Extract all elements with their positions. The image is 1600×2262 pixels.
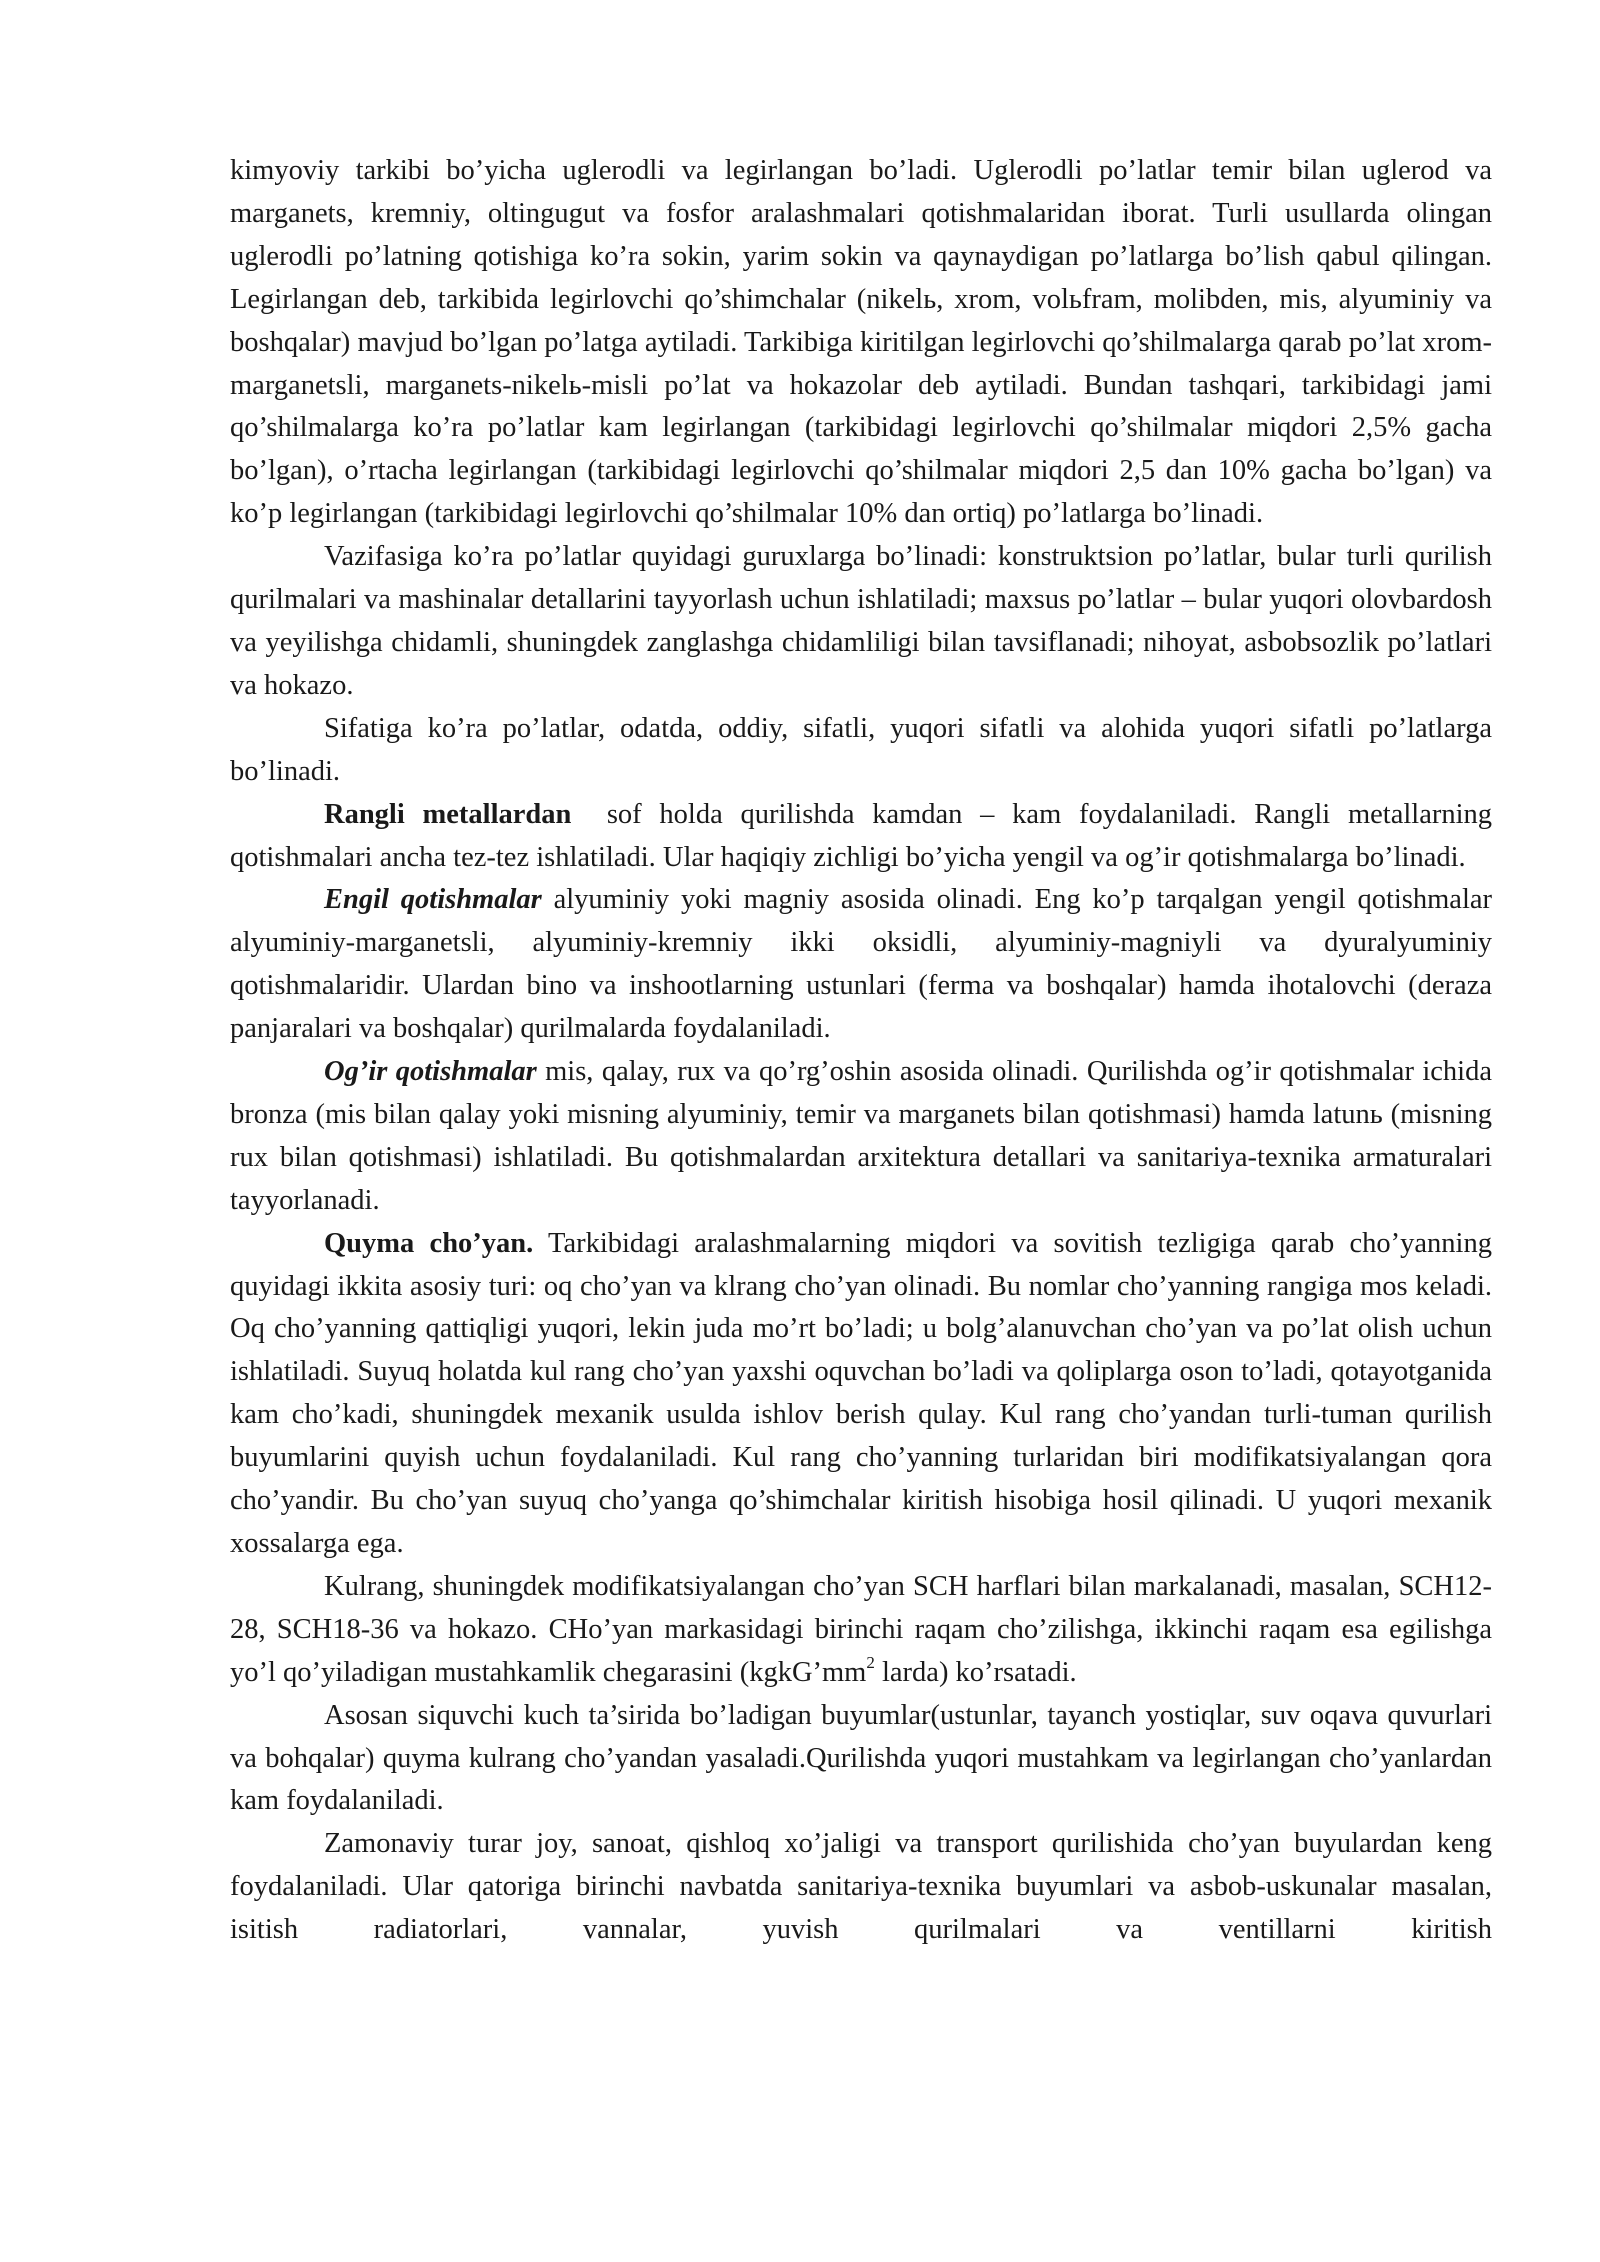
paragraph-text: Tarkibidagi aralashmalarning miqdori va sovitish tezligiga qarab cho’yanning quyidagi ikkita asosiy turi: oq cho’yan va klrang cho’yan olinadi. Bu nomlar cho’yanning rangiga mos keladi. Oq cho’yanning qattiqligi yuqori, lekin juda mo’rt bo’ladi; u bolg’alanuvchan cho’yan va po’lat olish uchun ishlatiladi. Suyuq holatda kul rang cho’yan yaxshi oquvchan bo’ladi va qoliplarga oson to’ladi, qotayotganida kam cho’kadi, shuningdek mexanik usulda ishlov berish qulay. Kul rang cho’yandan turli-tuman qurilish buyumlarini quyish uchun foydalaniladi. Kul rang cho’yanning turlaridan biri modifikatsiyalangan qora cho’yandir. Bu cho’yan suyuq cho’yanga qo’shimchalar kiritish hisobiga hosil qilinadi. U yuqori mexanik xossalarga ega. — [230, 1227, 1492, 1559]
paragraph-text-tail: larda) ko’rsatadi. — [874, 1656, 1077, 1688]
paragraph-text: Kulrang, shuningdek modifikatsiyalangan cho’yan SCH harflari bilan markalanadi, masalan, SCH12-28, SCH18-36 va hokazo. CHo’yan markasidagi birinchi raqam cho’zilishga, ikkinchi raqam esa egilishga yo’l qo’yiladigan mustahkamlik chegarasini (kgkG’mm — [230, 1570, 1492, 1688]
superscript: 2 — [866, 1653, 875, 1673]
document-page — [230, 150, 1500, 1952]
paragraph-text: kimyoviy tarkibi bo’yicha uglerodli va legirlangan bo’ladi. Uglerodli po’latlar temir bilan uglerod va marganets, kremniy, oltingugut va fosfor aralashmalari qotishmalaridan iborat. Turli usullarda olingan uglerodli po’latning qotishiga ko’ra sokin, yarim sokin va qaynaydigan po’latlarga bo’lish qabul qilingan. Legirlangan deb, tarkibida legirlovchi qo’shimchalar (nikelь, xrom, volьfram, molibden, mis, alyuminiy va boshqalar) mavjud bo’lgan po’latga aytiladi. Tarkibiga kiritilgan legirlovchi qo’shilmalarga qarab po’lat xrom-marganetsli, marganets-nikelь-misli po’lat va hokazolar deb aytiladi. Bundan tashqari, tarkibidagi jami qo’shilmalarga ko’ra po’latlar kam legirlangan (tarkibidagi legirlovchi qo’shilmalar miqdori 2,5% gacha bo’lgan), o’rtacha legirlangan (tarkibidagi legirlovchi qo’shilmalar miqdori 2,5 dan 10% gacha bo’lgan) va ko’p legirlangan (tarkibidagi legirlovchi qo’shilmalar 10% dan ortiq) po’latlarga bo’linadi. — [230, 155, 1492, 530]
paragraph-heavy-alloys — [230, 1051, 1492, 1223]
paragraph-lead-term: Rangli metallardan — [324, 798, 572, 830]
paragraph-nonferrous-metals — [230, 794, 1500, 880]
paragraph-text: mis, qalay, rux va qo’rg’oshin asosida olinadi. Qurilishda og’ir qotishmalar ichida bronza (mis bilan qalay yoki misning alyuminiy, temir va marganets bilan qotishmasi) hamda latunь (misning rux bilan qotishmasi) ishlatiladi. Bu qotishmalardan arxitektura detallari va sanitariya-texnika armaturalari tayyorlanadi. — [230, 1056, 1492, 1216]
paragraph-text: Vazifasiga ko’ra po’latlar quyidagi guruxlarga bo’linadi: konstruktsion po’latlar, bular turli qurilish qurilmalari va mashinalar detallarini tayyorlash uchun ishlatiladi; maxsus po’latlar – bular yuqori olovbardosh va yeyilishga chidamli, shuningdek zanglashga chidamliligi bilan tavsiflanadi; nihoyat, asbobsozlik po’latlari va hokazo. — [230, 541, 1492, 701]
paragraph-lead-term: Og’ir qotishmalar — [324, 1056, 537, 1088]
paragraph-modern-construction — [230, 1823, 1492, 1952]
paragraph-text: sof holda qurilishda kamdan – kam foydalaniladi. Rangli metallarning qotishmalari ancha tez-tez ishlatiladi. Ular haqiqiy zichligi bo’yicha yengil va og’ir qotishmalarga bo’linadi. — [230, 798, 1500, 873]
paragraph-text: Asosan siquvchi kuch ta’sirida bo’ladigan buyumlar(ustunlar, tayanch yostiqlar, suv oqava quvurlari va bohqalar) quyma kulrang cho’yandan yasaladi.Qurilishda yuqori mustahkam va legirlangan cho’yanlardan kam foydalaniladi. — [230, 1699, 1492, 1817]
paragraph-lead-term: Engil qotishmalar — [324, 884, 542, 916]
paragraph-text: alyuminiy yoki magniy asosida olinadi. Eng ko’p tarqalgan yengil qotishmalar alyuminiy-marganetsli, alyuminiy-kremniy ikki oksidli, alyuminiy-magniyli va dyuralyuminiy qotishmalaridir. Ulardan bino va inshootlarning ustunlari (ferma va boshqalar) hamda ihotalovchi (deraza panjaralari va boshqalar) qurilmalarda foydalaniladi. — [230, 884, 1493, 1045]
paragraph-steel-quality — [230, 708, 1492, 794]
paragraph-light-alloys — [230, 879, 1492, 1051]
paragraph-steel-purpose — [230, 536, 1492, 708]
paragraph-text: Sifatiga ko’ra po’latlar, odatda, oddiy, sifatli, yuqori sifatli va alohida yuqori sifatli po’latlarga bo’linadi. — [230, 712, 1492, 787]
paragraph-lead-term: Quyma cho’yan. — [324, 1227, 534, 1259]
paragraph-cast-iron — [230, 1223, 1492, 1566]
paragraph-steel-composition — [230, 150, 1492, 536]
paragraph-cast-iron-marking — [230, 1566, 1492, 1695]
paragraph-grey-cast-iron-products — [230, 1695, 1492, 1824]
paragraph-text: Zamonaviy turar joy, sanoat, qishloq xo’jaligi va transport qurilishida cho’yan buyulardan keng foydalaniladi. Ular qatoriga birinchi navbatda sanitariya-texnika buyumlari va asbob-uskunalar masalan, isitish radiatorlari, vannalar, yuvish qurilmalari va ventillarni kiritish — [230, 1828, 1492, 1946]
